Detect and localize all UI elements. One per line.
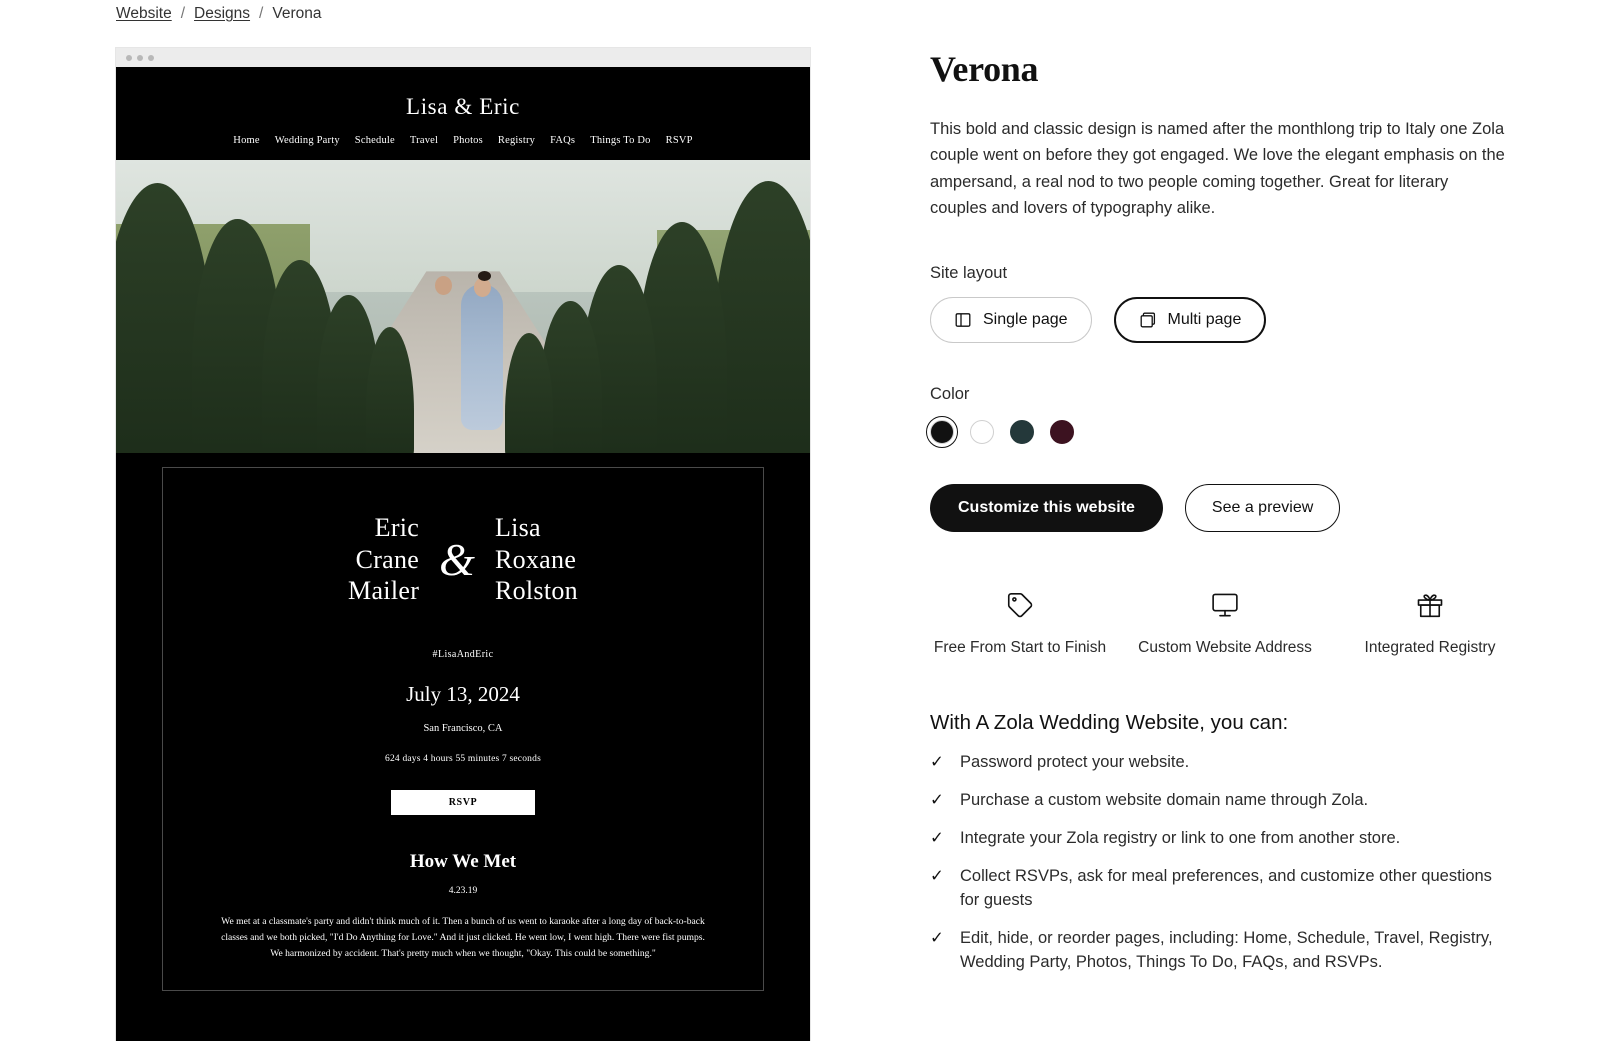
bride-name	[495, 512, 578, 607]
breadcrumb-separator: /	[180, 5, 186, 22]
benefit-item-label: Edit, hide, or reorder pages, including: Home, Schedule, Travel, Registry, Wedding Party, Photos, Things To Do, FAQs, and RSVPs.	[960, 928, 1493, 971]
site-nav-schedule[interactable]: Schedule	[354, 135, 395, 146]
feature-integrated-registry-label: Integrated Registry	[1364, 638, 1496, 656]
design-preview[interactable]	[116, 48, 810, 1041]
browser-dot-close-icon	[126, 55, 132, 61]
benefit-item	[930, 927, 1510, 975]
groom-name	[348, 512, 419, 607]
wedding-countdown: 624 days 4 hours 55 minutes 7 seconds	[385, 754, 541, 765]
story-title: How We Met	[409, 851, 517, 873]
single-page-icon	[954, 311, 972, 329]
benefit-item	[930, 827, 1510, 851]
browser-chrome-bar	[116, 48, 810, 67]
site-rsvp-button[interactable]: RSVP	[391, 790, 535, 815]
tag-icon	[930, 586, 1110, 624]
benefit-item	[930, 865, 1510, 913]
design-description: This bold and classic design is named after the monthlong trip to Italy one Zola couple went on before they got engaged. We love the elegant emphasis on the ampersand, a real nod to two people coming together. Great for literary couples and lovers of typography alike.	[930, 120, 1505, 218]
breadcrumb-item-website[interactable]: Website	[116, 5, 172, 22]
hero-figure-left	[425, 280, 461, 430]
website-preview-canvas	[116, 67, 810, 1041]
groom-name-line: Crane	[355, 544, 420, 574]
benefits-list	[930, 751, 1530, 974]
see-preview-button[interactable]: See a preview	[1185, 484, 1340, 532]
gift-icon	[1340, 586, 1520, 624]
benefits-title: With A Zola Wedding Website, you can:	[930, 711, 1289, 735]
hero-figure-right-hairbun	[478, 271, 491, 281]
feature-free-from-start-label: Free From Start to Finish	[933, 638, 1107, 656]
layout-option-single-page-label: Single page	[983, 310, 1068, 328]
check-icon: ✓	[930, 753, 944, 772]
groom-name-line: Eric	[374, 513, 420, 542]
site-nav-faqs[interactable]: FAQs	[550, 135, 576, 146]
browser-dot-minimize-icon	[137, 55, 143, 61]
color-swatches	[930, 420, 1530, 444]
site-couple-name: Lisa & Eric	[406, 94, 520, 119]
bride-name-line: Lisa	[494, 513, 541, 542]
browser-dot-maximize-icon	[148, 55, 154, 61]
breadcrumb-item-current: Verona	[272, 5, 322, 22]
benefit-item-label: Integrate your Zola registry or link to one from another store.	[960, 828, 1401, 847]
customize-website-button[interactable]: Customize this website	[930, 484, 1163, 532]
groom-name-line: Mailer	[348, 576, 420, 606]
bride-name-line: Rolston	[494, 576, 578, 606]
layout-option-multi-page-label: Multi page	[1167, 310, 1242, 328]
color-swatch-dark-plum[interactable]	[1050, 420, 1074, 444]
site-layout-label: Site layout	[930, 263, 1008, 282]
check-icon: ✓	[930, 866, 944, 885]
ampersand: &	[439, 534, 475, 586]
color-swatch-black[interactable]	[930, 420, 954, 444]
site-nav	[116, 135, 810, 146]
site-layout-options	[930, 297, 1530, 343]
site-nav-home[interactable]: Home	[233, 135, 260, 146]
site-nav-travel[interactable]: Travel	[409, 135, 439, 146]
site-nav-things-to-do[interactable]: Things To Do	[590, 135, 651, 146]
check-icon: ✓	[930, 828, 944, 847]
benefit-item-label: Collect RSVPs, ask for meal preferences, and customize other questions for guests	[960, 866, 1492, 909]
feature-highlights	[930, 586, 1520, 659]
color-swatch-white[interactable]	[970, 420, 994, 444]
wedding-date: July 13, 2024	[406, 682, 520, 707]
site-nav-registry[interactable]: Registry	[497, 135, 536, 146]
site-nav-photos[interactable]: Photos	[453, 135, 483, 146]
wedding-location: San Francisco, CA	[423, 723, 503, 735]
page-title: Verona	[930, 49, 1039, 89]
breadcrumb	[116, 5, 321, 23]
feature-custom-address	[1135, 586, 1315, 659]
story-date: 4.23.19	[448, 886, 478, 897]
wedding-hashtag: #LisaAndEric	[432, 649, 494, 661]
color-swatch-dark-teal[interactable]	[1010, 420, 1034, 444]
check-icon: ✓	[930, 790, 944, 809]
story-body: We met at a classmate's party and didn't think much of it. Then a bunch of us went to karaoke after a long day of back-to-back classes and we both picked, "I'd Do Anything for Love." And it just clicked. He went low, I went high. There were fist pumps. We harmonized by accident. That's pretty much when we thought, "Okay. This could be something."	[221, 916, 705, 959]
bride-name-line: Roxane	[494, 544, 577, 574]
benefit-item	[930, 751, 1510, 775]
layout-option-single-page[interactable]	[930, 297, 1092, 343]
color-label: Color	[930, 384, 970, 403]
site-header	[116, 67, 810, 160]
hero-figure-left-head	[435, 276, 452, 295]
site-nav-wedding-party[interactable]: Wedding Party	[274, 135, 340, 146]
benefit-item	[930, 789, 1510, 813]
benefit-item-label: Purchase a custom website domain name through Zola.	[960, 790, 1369, 809]
monitor-icon	[1135, 586, 1315, 624]
hero-figure-right	[461, 284, 503, 430]
site-nav-rsvp[interactable]: RSVP	[665, 135, 693, 146]
feature-free-from-start	[930, 586, 1110, 659]
invitation-block	[162, 467, 764, 991]
couple-names-row	[181, 512, 745, 607]
design-detail-panel	[930, 48, 1530, 990]
feature-integrated-registry	[1340, 586, 1520, 659]
benefit-item-label: Password protect your website.	[960, 753, 1190, 772]
hero-photo	[116, 160, 810, 453]
feature-custom-address-label: Custom Website Address	[1138, 638, 1312, 656]
check-icon: ✓	[930, 928, 944, 947]
hero-couple-figures	[417, 270, 509, 430]
cta-row	[930, 484, 1530, 532]
breadcrumb-item-designs[interactable]: Designs	[194, 5, 251, 22]
multi-page-icon	[1139, 311, 1157, 329]
breadcrumb-separator: /	[259, 5, 264, 22]
layout-option-multi-page[interactable]	[1114, 297, 1267, 343]
